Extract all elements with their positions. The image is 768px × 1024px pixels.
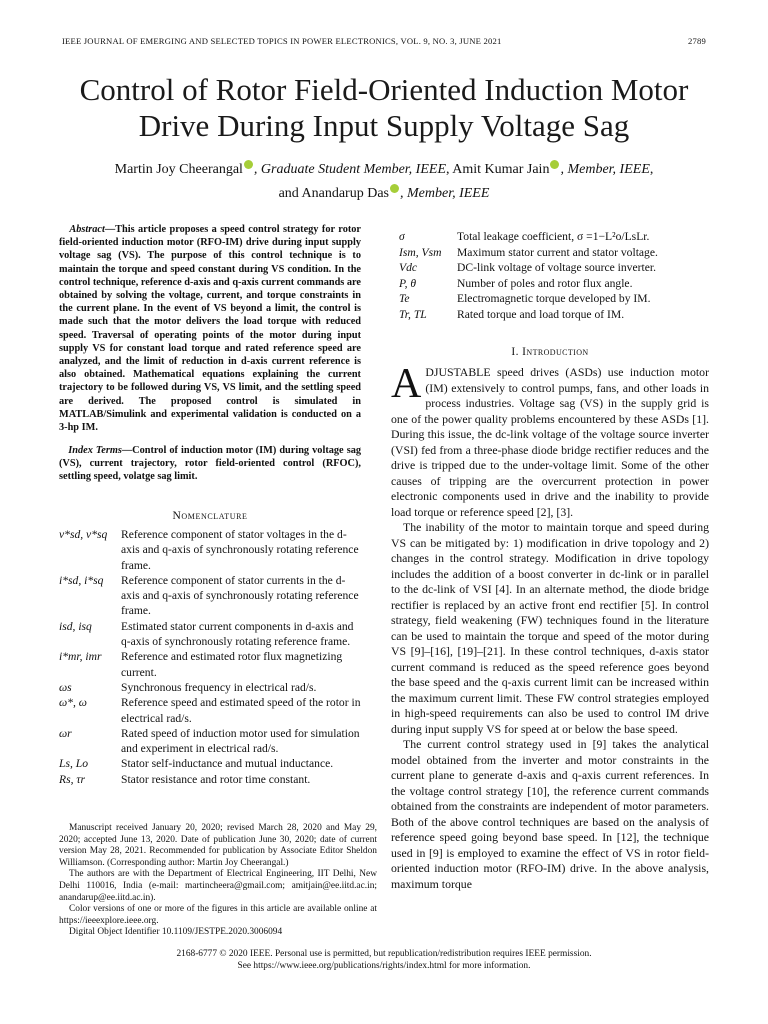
nomenclature-symbol: isd, isq	[59, 619, 92, 633]
nomenclature-symbol: v*sd, v*sq	[59, 528, 108, 541]
nomenclature-row	[59, 756, 361, 771]
page-number: 2789	[688, 36, 706, 46]
orcid-icon[interactable]	[390, 184, 399, 193]
index-terms-label: Index Terms	[68, 445, 122, 456]
orcid-icon[interactable]	[550, 160, 559, 169]
nomenclature-definition: Reference and estimated rotor flux magnetizing current.	[121, 650, 343, 679]
author-3-role: , Member, IEEE	[400, 186, 490, 201]
nomenclature-row	[59, 527, 361, 573]
nomenclature-row	[399, 229, 717, 245]
nomenclature-definition: Stator self-inductance and mutual inductance.	[121, 757, 334, 771]
nomenclature-definition: Maximum stator current and stator voltage.	[457, 245, 658, 259]
nomenclature-row	[399, 245, 717, 261]
abstract-text: —This article proposes a speed control strategy for rotor field-oriented induction motor (RFO-IM) drive during input supply voltage sag (VS). The purpose of this control technique is to maintain the torque and speed constant during VS condition. In the control technique, reference d-axis and q-axis current commands are obtained by solving the voltage, current, and torque constraints in the current plane. In the event of VS beyond a limit, the control is made such that the motor delivers the load torque with reduced speed. Traversal of operating points of the motor during input supply VS for constant load torque and rated reference speed are analyzed, and the limit of reduction in d-axis current reference is also obtained. Mathematical equations explaining the current trajectory to be followed during VS, VS limit, and the settling speed are derived. The proposed control is simulated in MATLAB/Simulink and experimental validation is conducted on a 3-hp IM.	[59, 224, 361, 434]
author-1-role: , Graduate Student Member, IEEE	[253, 162, 446, 177]
nomenclature-symbol: Tr, TL	[399, 307, 427, 321]
nomenclature-definition: Total leakage coefficient, σ =1−L²o/LsLr.	[457, 230, 650, 243]
nomenclature-definition: Estimated stator current components in d-axis and q-axis of synchronously rotating reference frame.	[121, 619, 354, 649]
nomenclature-definition: DC-link voltage of voltage source inverter.	[457, 261, 656, 275]
copyright-line-1: 2168-6777 © 2020 IEEE. Personal use is permitted, but republication/redistribution requires IEEE permission.	[176, 949, 592, 959]
section-heading: I. Introduction	[511, 346, 589, 358]
nomenclature-list-left	[59, 527, 361, 787]
author-separator: ,	[446, 162, 453, 177]
index-terms	[59, 444, 361, 484]
nomenclature-definition: Reference speed and estimated speed of the rotor in electrical rad/s.	[121, 696, 361, 725]
paper-title	[40, 72, 728, 144]
author-and: and	[278, 186, 302, 201]
title-line-1: Control of Rotor Field-Oriented Induction Motor	[79, 72, 689, 107]
nomenclature-row	[399, 307, 717, 323]
orcid-icon[interactable]	[244, 160, 253, 169]
nomenclature-definition: Stator resistance and rotor time constant.	[121, 772, 311, 786]
title-line-2: Drive During Input Supply Voltage Sag	[138, 108, 630, 143]
nomenclature-row	[59, 680, 361, 695]
nomenclature-symbol: Ism, Vsm	[399, 245, 442, 259]
nomenclature-symbol: Ls, Lo	[59, 757, 89, 771]
author-line-1	[40, 158, 728, 182]
nomenclature-definition: Electromagnetic torque developed by IM.	[457, 292, 651, 306]
paragraph	[391, 361, 709, 520]
nomenclature-definition: Synchronous frequency in electrical rad/s.	[121, 680, 317, 694]
nomenclature-definition: Reference component of stator voltages in the d-axis and q-axis of synchronously rotating reference frame.	[121, 528, 359, 572]
nomenclature-row	[399, 260, 717, 276]
author-1: Martin Joy Cheerangal	[114, 162, 243, 177]
nomenclature-definition: Rated speed of induction motor used for simulation and experiment in electrical rad/s.	[121, 726, 360, 756]
paragraph: The current control strategy used in [9] takes the analytical model obtained from the inverter and motor constraints in the current plane to generate d-axis and q-axis current references. In the voltage control strategy [10], the reference current commands obtained from the constraints are independent of motor parameters. Both of the above control techniques are based on the analysis of reference speed going beyond base speed. In [12], the technique used in [9] is employed to examine the effect of VS in rotor field-oriented induction motor (RFO-IM) drive. In the above analysis, maximum torque	[391, 737, 709, 891]
drop-cap: A	[391, 361, 422, 407]
index-terms-text: —Control of induction motor (IM) during voltage sag (VS), current trajectory, rotor field-oriented control (RFOC), settling speed, volatge sag limit.	[59, 445, 361, 483]
nomenclature-row	[59, 772, 361, 787]
nomenclature-row	[59, 619, 361, 650]
nomenclature-row	[399, 276, 717, 292]
nomenclature-heading: Nomenclature	[172, 510, 248, 522]
footnote-doi: Digital Object Identifier 10.1109/JESTPE.2020.3006094	[69, 927, 283, 938]
nomenclature-definition: Rated torque and load torque of IM.	[457, 307, 625, 321]
paragraph-text: speed drives (ASDs) use induction motor (IM) extensively to control pumps, fans, and other loads in process industries. Voltage sag (VS) in the supply grid is one of the power quality problems encountered by these ASDs [1]. During this issue, the dc-link voltage of the voltage source inverter (VSI) fed from a three-phase diode bridge rectifier reduces and the drive is tripped due to the under-voltage limit. Some of the other causes of tripping are the overcurrent protection in power electronic components used in drive and the inability to provide load torque or reference speed [2], [3].	[391, 365, 709, 519]
nomenclature-symbol: ω*, ω	[59, 696, 87, 710]
nomenclature-symbol: i*sd, i*sq	[59, 573, 104, 587]
author-2: Amit Kumar Jain	[452, 162, 550, 177]
abstract-label: Abstract	[69, 224, 105, 235]
nomenclature-symbol: i*mr, imr	[59, 650, 102, 664]
nomenclature-symbol: P, θ	[399, 276, 417, 290]
nomenclature-symbol: Vdc	[399, 261, 418, 275]
journal-name: IEEE JOURNAL OF EMERGING AND SELECTED TOPICS IN POWER ELECTRONICS, VOL. 9, NO. 3, JUNE 2021	[62, 36, 502, 46]
nomenclature-definition: Reference component of stator currents in the d-axis and q-axis of synchronously rotating reference frame.	[121, 573, 359, 618]
section-body	[391, 361, 709, 892]
author-line-2	[40, 182, 728, 206]
nomenclature-symbol: Rs, τr	[59, 772, 86, 786]
author-separator: ,	[649, 162, 654, 177]
lead-word: DJUSTABLE	[425, 365, 491, 379]
footnote-color: Color versions of one or more of the figures in this article are available online at https://ieeexplore.ieee.org.	[59, 904, 377, 926]
nomenclature-definition: Number of poles and rotor flux angle.	[457, 276, 633, 290]
footnote-affiliation: The authors are with the Department of Electrical Engineering, IIT Delhi, New Delhi 110016, India (e-mail: martincheera@gmail.com; amitjain@ee.iitd.ac.in; anandarup@ee.iitd.ac.in).	[59, 869, 377, 903]
nomenclature-row	[59, 695, 361, 726]
copyright-line-2: See https://www.ieee.org/publications/rights/index.html for more information.	[237, 961, 531, 971]
author-2-role: , Member, IEEE	[560, 162, 650, 177]
nomenclature-row	[59, 649, 361, 680]
running-header	[62, 36, 706, 46]
nomenclature-symbol: Te	[399, 292, 410, 306]
nomenclature-row	[59, 726, 361, 757]
nomenclature-list-right	[399, 229, 717, 323]
nomenclature-row	[399, 291, 717, 307]
nomenclature-row	[59, 573, 361, 619]
paragraph: The inability of the motor to maintain torque and speed during VS can be mitigated by: 1) modification in drive topology and 2) changes in the control strategy. Modification in drive topology includes the addition of a boost converter in dc-link or in parallel to the dc-link of VSI [4]. In an alternate method, the diode bridge rectifier is replaced by an active front end rectifier [5]. In control strategy, field weakening (FW) techniques found in the literature can be used to maintain the torque and speed of the motor during VS [9]–[16], [19]–[21]. In these control techniques, d-axis stator current command is reduced as the speed reference goes beyond the base speed and the q-axis current limit can be increased within the maximum current limit. These FW control strategies employed in high-speed requirements can also be used to control IM drive during input supply VS for speed at or below the base speed.	[391, 520, 709, 736]
nomenclature-symbol: ωr	[59, 726, 72, 740]
footnote-manuscript: Manuscript received January 20, 2020; revised March 28, 2020 and May 29, 2020; accepted June 13, 2020. Date of publication June 30, 2020; date of current version May 28, 2021. Recommended for publication by Associate Editor Sheldon Williamson. (Corresponding author: Martin Joy Cheerangal.)	[59, 823, 377, 868]
nomenclature-symbol: ωs	[59, 680, 72, 694]
author-3: Anandarup Das	[301, 186, 389, 201]
nomenclature-symbol: σ	[399, 230, 405, 243]
footnote	[59, 823, 377, 939]
copyright-notice	[40, 948, 728, 972]
author-list	[40, 158, 728, 206]
abstract	[59, 223, 361, 434]
